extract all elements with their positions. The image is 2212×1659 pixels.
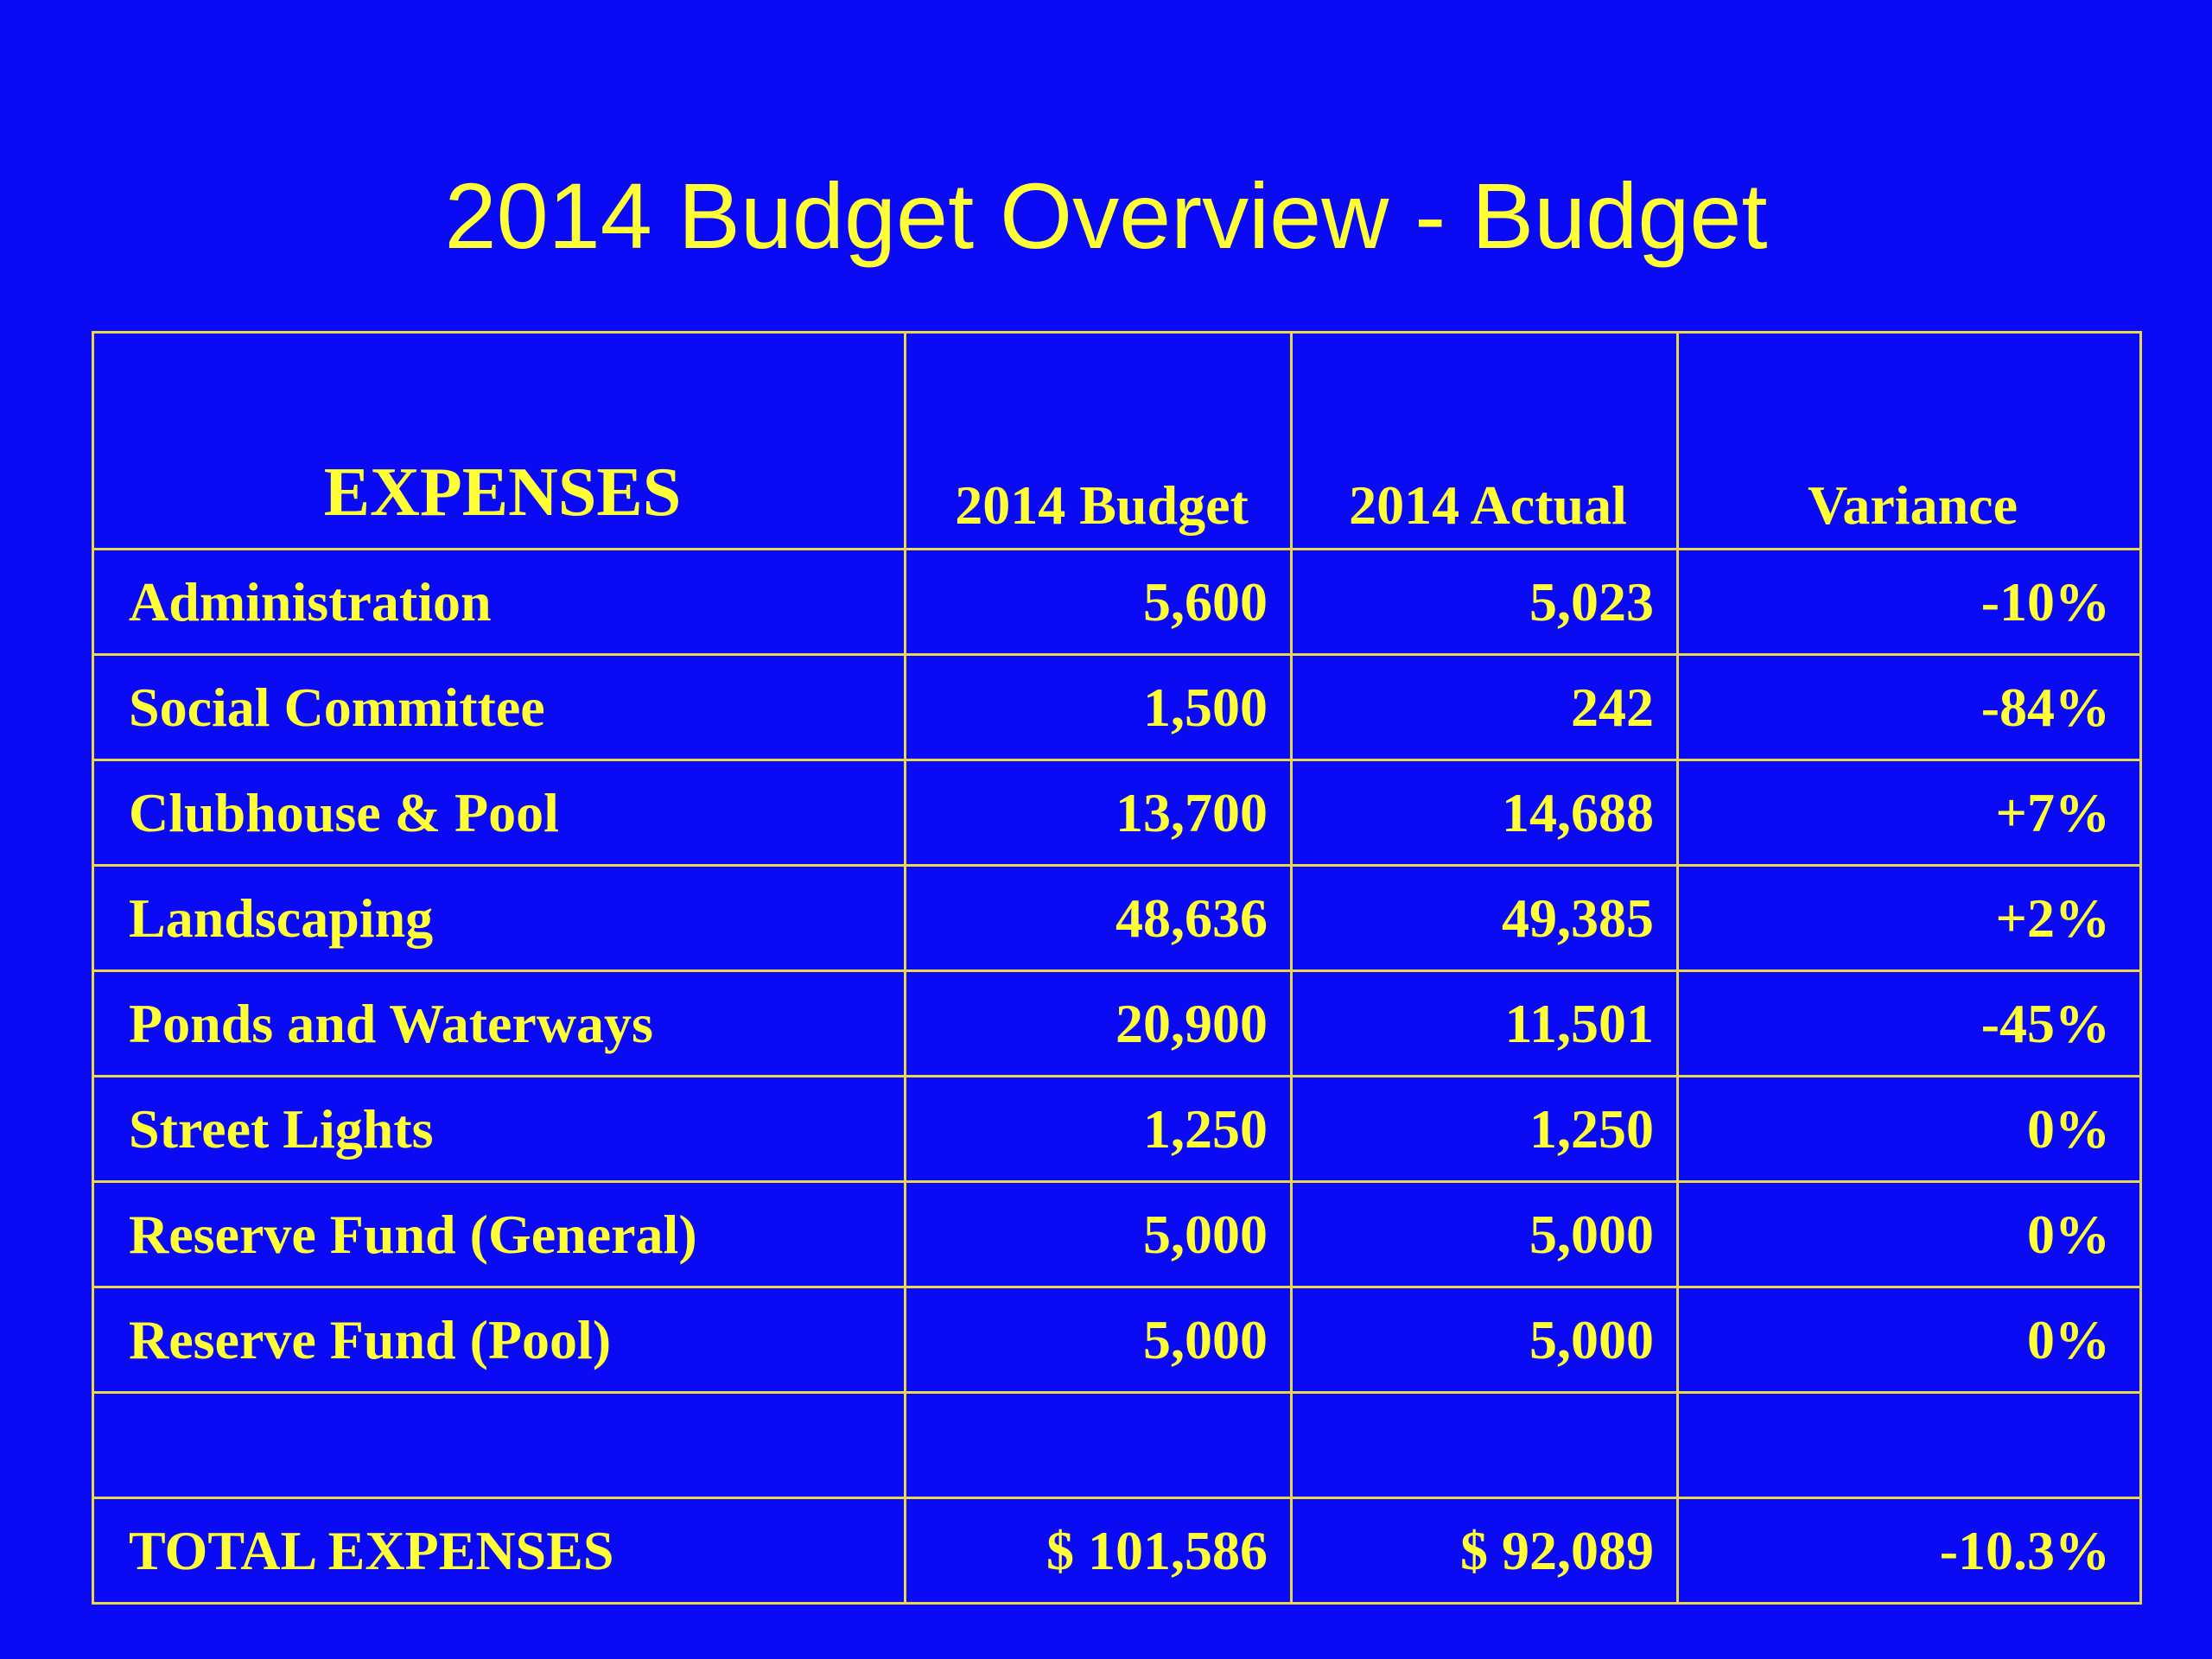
row-label: Reserve Fund (General) [93, 1182, 906, 1287]
table-row [93, 1182, 2141, 1287]
empty-cell [906, 1393, 1292, 1498]
row-variance: 0% [1678, 1182, 2141, 1287]
row-actual: 5,023 [1292, 550, 1678, 655]
row-actual: 5,000 [1292, 1182, 1678, 1287]
row-budget: 1,500 [906, 655, 1292, 760]
table-header-row [93, 333, 2141, 550]
empty-cell [1292, 1393, 1678, 1498]
total-label: TOTAL EXPENSES [93, 1498, 906, 1604]
empty-cell [93, 1393, 906, 1498]
table-row [93, 550, 2141, 655]
header-expenses: EXPENSES [93, 333, 906, 550]
row-budget: 20,900 [906, 971, 1292, 1077]
row-variance: +7% [1678, 760, 2141, 866]
row-budget: 48,636 [906, 866, 1292, 971]
row-label: Reserve Fund (Pool) [93, 1287, 906, 1393]
row-label: Street Lights [93, 1077, 906, 1182]
total-row [93, 1498, 2141, 1604]
table-row [93, 1287, 2141, 1393]
header-2014-budget: 2014 Budget [906, 333, 1292, 550]
table-row [93, 655, 2141, 760]
empty-cell [1678, 1393, 2141, 1498]
row-variance: 0% [1678, 1287, 2141, 1393]
row-label: Landscaping [93, 866, 906, 971]
table-row [93, 971, 2141, 1077]
row-budget: 1,250 [906, 1077, 1292, 1182]
row-variance: -10% [1678, 550, 2141, 655]
table-row [93, 760, 2141, 866]
row-variance: -84% [1678, 655, 2141, 760]
header-2014-actual: 2014 Actual [1292, 333, 1678, 550]
budget-table [92, 331, 2142, 1605]
row-variance: -45% [1678, 971, 2141, 1077]
table-row [93, 866, 2141, 971]
row-actual: 11,501 [1292, 971, 1678, 1077]
row-budget: 5,600 [906, 550, 1292, 655]
table-row [93, 1077, 2141, 1182]
row-label: Clubhouse & Pool [93, 760, 906, 866]
row-actual: 14,688 [1292, 760, 1678, 866]
row-actual: 1,250 [1292, 1077, 1678, 1182]
total-variance: -10.3% [1678, 1498, 2141, 1604]
row-label: Administration [93, 550, 906, 655]
total-actual: $ 92,089 [1292, 1498, 1678, 1604]
row-actual: 49,385 [1292, 866, 1678, 971]
row-budget: 13,700 [906, 760, 1292, 866]
slide-title: 2014 Budget Overview - Budget [444, 163, 1768, 268]
row-budget: 5,000 [906, 1182, 1292, 1287]
row-budget: 5,000 [906, 1287, 1292, 1393]
row-variance: +2% [1678, 866, 2141, 971]
row-label: Social Committee [93, 655, 906, 760]
header-variance: Variance [1678, 333, 2141, 550]
row-label: Ponds and Waterways [93, 971, 906, 1077]
empty-row [93, 1393, 2141, 1498]
row-actual: 242 [1292, 655, 1678, 760]
row-variance: 0% [1678, 1077, 2141, 1182]
row-actual: 5,000 [1292, 1287, 1678, 1393]
total-budget: $ 101,586 [906, 1498, 1292, 1604]
